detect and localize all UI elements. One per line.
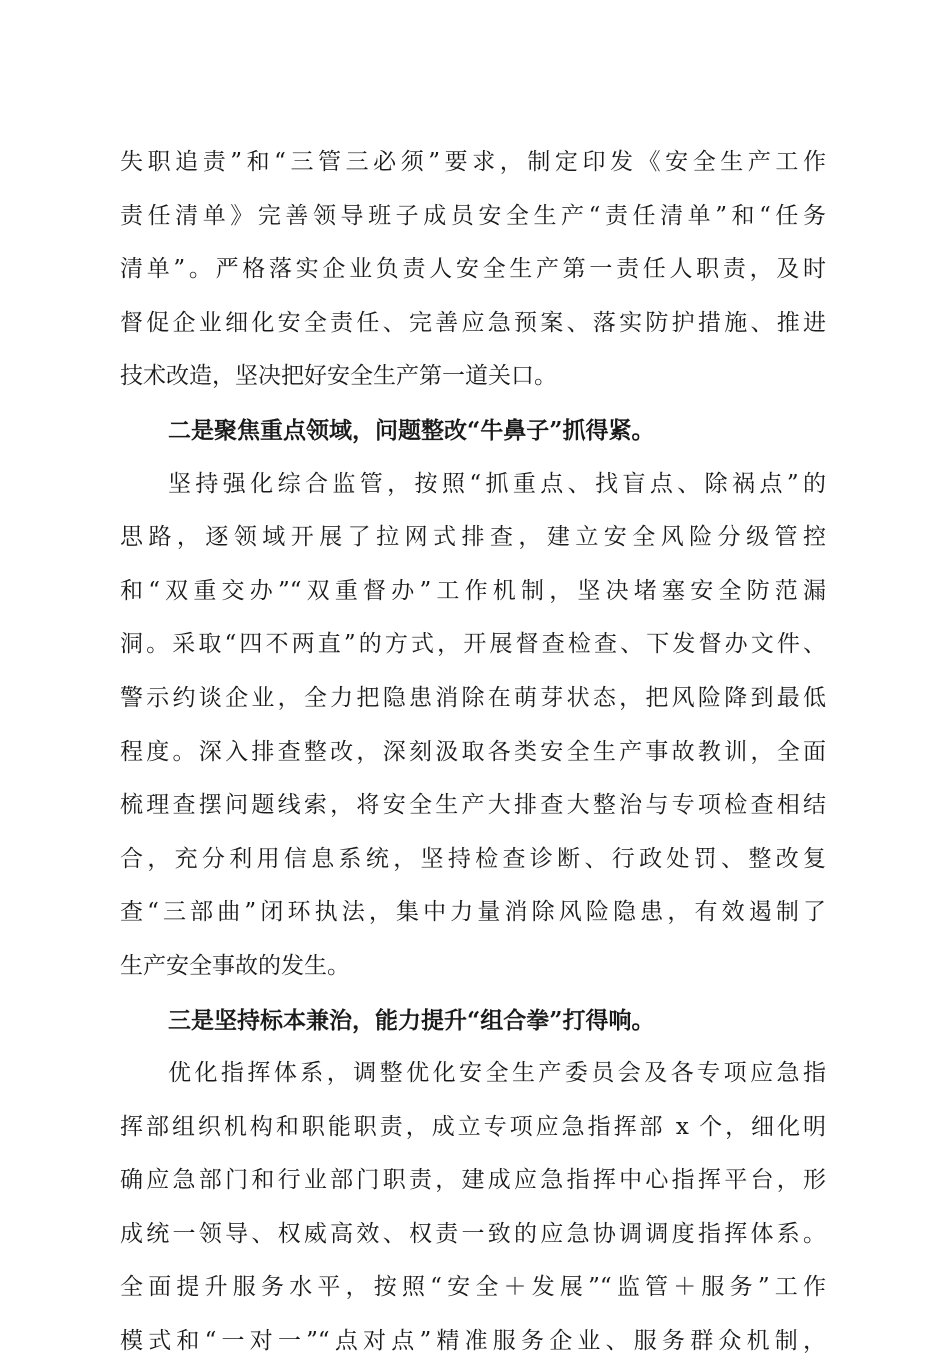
text-line: 清单”。严格落实企业负责人安全生产第一责任人职责，及时 (120, 256, 826, 283)
text-line: 思路，逐领域开展了拉网式排查，建立安全风险分级管控 (120, 524, 826, 551)
text-line: 和“双重交办”“双重督办”工作机制，坚决堵塞安全防范漏 (120, 577, 826, 604)
text-line: 查“三部曲”闭环执法，集中力量消除风险隐患，有效遏制了 (120, 899, 826, 926)
text-line: 程度。深入排查整改，深刻汲取各类安全生产事故教训，全面 (120, 738, 826, 765)
text-line: 模式和“一对一”“点对点”精准服务企业、服务群众机制， (120, 1328, 826, 1355)
text-line: 梳理查摆问题线索，将安全生产大排查大整治与专项检查相结 (120, 792, 826, 819)
text-line: 生产安全事故的发生。 (120, 952, 350, 979)
text-line: 责任清单》完善领导班子成员安全生产“责任清单”和“任务 (120, 202, 826, 229)
text-line: 技术改造，坚决把好安全生产第一道关口。 (120, 363, 557, 390)
text-line: 全面提升服务水平，按照“安全＋发展”“监管＋服务”工作 (120, 1274, 826, 1301)
text-line: 确应急部门和行业部门职责，建成应急指挥中心指挥平台，形 (120, 1167, 826, 1194)
text-line: 挥部组织机构和职能职责，成立专项应急指挥部 x 个，细化明 (120, 1113, 826, 1140)
text-line: 成统一领导、权威高效、权责一致的应急协调调度指挥体系。 (120, 1220, 826, 1247)
section-heading: 三是坚持标本兼治，能力提升“组合拳”打得响。 (168, 1006, 655, 1034)
text-line: 失职追责”和“三管三必须”要求，制定印发《安全生产工作 (120, 149, 826, 175)
text-line: 合，充分利用信息系统，坚持检查诊断、行政处罚、整改复 (120, 845, 826, 872)
paragraph-first-line: 优化指挥体系，调整优化安全生产委员会及各专项应急指 (168, 1060, 826, 1087)
text-line: 督促企业细化安全责任、完善应急预案、落实防护措施、推进 (120, 309, 826, 336)
document-body (120, 136, 826, 1369)
paragraph-first-line: 坚持强化综合监管，按照“抓重点、找盲点、除祸点”的 (168, 470, 826, 497)
text-line: 洞。采取“四不两直”的方式，开展督查检查、下发督办文件、 (120, 631, 826, 658)
section-heading: 二是聚焦重点领域，问题整改“牛鼻子”抓得紧。 (168, 416, 655, 444)
text-line: 警示约谈企业，全力把隐患消除在萌芽状态，把风险降到最低 (120, 684, 826, 711)
